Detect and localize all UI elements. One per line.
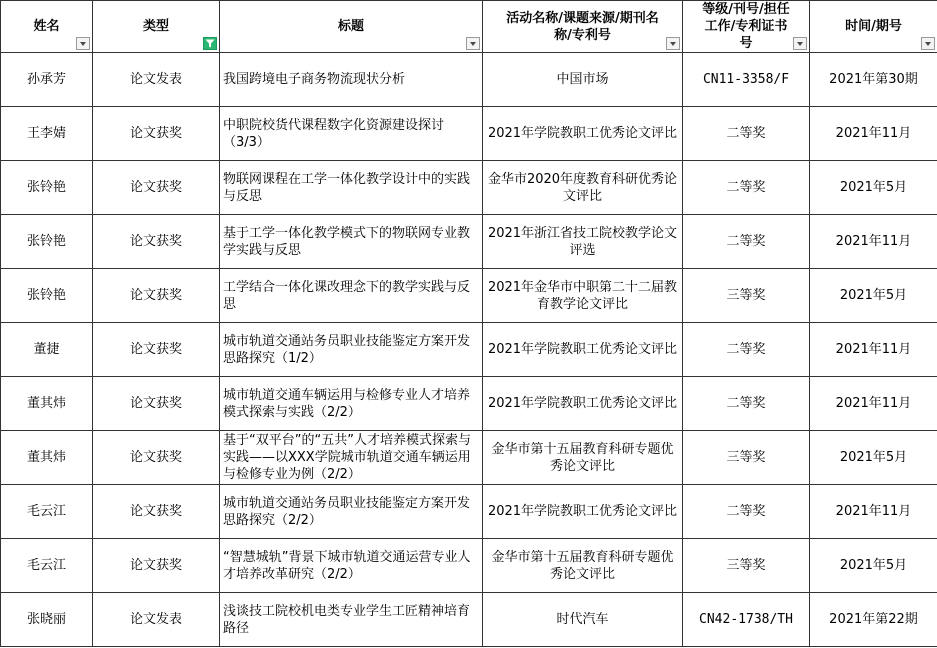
cell-name[interactable]: 张铃艳: [1, 161, 93, 215]
cell-type[interactable]: 论文获奖: [93, 377, 220, 431]
cell-name[interactable]: 王李婧: [1, 107, 93, 161]
cell-type[interactable]: 论文获奖: [93, 539, 220, 593]
cell-type[interactable]: 论文获奖: [93, 161, 220, 215]
header-time: 时间/期号: [810, 1, 937, 53]
cell-title[interactable]: 基于工学一体化教学模式下的物联网专业教学实践与反思: [220, 215, 483, 269]
cell-name[interactable]: 毛云江: [1, 485, 93, 539]
cell-type[interactable]: 论文获奖: [93, 107, 220, 161]
cell-level[interactable]: CN11-3358/F: [683, 53, 810, 107]
cell-level[interactable]: 二等奖: [683, 323, 810, 377]
cell-source[interactable]: 金华市第十五届教育科研专题优秀论文评比: [483, 539, 683, 593]
cell-type[interactable]: 论文获奖: [93, 269, 220, 323]
filter-dropdown-level-icon[interactable]: [793, 37, 807, 50]
cell-name[interactable]: 毛云江: [1, 539, 93, 593]
filter-dropdown-title-icon[interactable]: [466, 37, 480, 50]
header-type: 类型: [93, 1, 220, 53]
header-source: 活动名称/课题来源/期刊名称/专利号: [483, 1, 683, 53]
cell-name[interactable]: 董其炜: [1, 431, 93, 485]
table-row: [1, 377, 937, 431]
cell-level[interactable]: 二等奖: [683, 215, 810, 269]
cell-level[interactable]: CN42-1738/TH: [683, 593, 810, 647]
cell-time[interactable]: 2021年5月: [810, 539, 937, 593]
cell-type[interactable]: 论文获奖: [93, 431, 220, 485]
cell-type[interactable]: 论文获奖: [93, 485, 220, 539]
cell-name[interactable]: 董捷: [1, 323, 93, 377]
cell-title[interactable]: 基于“双平台”的“五共”人才培养模式探索与实践——以XXX学院城市轨道交通车辆运用与检修专业为例（2/2）: [220, 431, 483, 485]
cell-type[interactable]: 论文获奖: [93, 215, 220, 269]
cell-level[interactable]: 三等奖: [683, 269, 810, 323]
cell-title[interactable]: “智慧城轨”背景下城市轨道交通运营专业人才培养改革研究（2/2）: [220, 539, 483, 593]
filter-dropdown-time-icon[interactable]: [921, 37, 935, 50]
filter-dropdown-name-icon[interactable]: [76, 37, 90, 50]
cell-title[interactable]: 工学结合一体化课改理念下的教学实践与反思: [220, 269, 483, 323]
cell-source[interactable]: 2021年学院教职工优秀论文评比: [483, 107, 683, 161]
cell-name[interactable]: 张铃艳: [1, 269, 93, 323]
cell-name[interactable]: 张晓丽: [1, 593, 93, 647]
cell-time[interactable]: 2021年第22期: [810, 593, 937, 647]
cell-time[interactable]: 2021年11月: [810, 485, 937, 539]
cell-title[interactable]: 浅谈技工院校机电类专业学生工匠精神培育路径: [220, 593, 483, 647]
cell-level[interactable]: 三等奖: [683, 431, 810, 485]
cell-source[interactable]: 金华市第十五届教育科研专题优秀论文评比: [483, 431, 683, 485]
cell-type[interactable]: 论文获奖: [93, 323, 220, 377]
cell-time[interactable]: 2021年5月: [810, 269, 937, 323]
table-row: [1, 431, 937, 485]
cell-title[interactable]: 物联网课程在工学一体化教学设计中的实践与反思: [220, 161, 483, 215]
table-row: [1, 161, 937, 215]
filter-active-type-icon[interactable]: [203, 37, 217, 50]
cell-time[interactable]: 2021年11月: [810, 215, 937, 269]
cell-source[interactable]: 2021年浙江省技工院校教学论文评选: [483, 215, 683, 269]
cell-source[interactable]: 2021年学院教职工优秀论文评比: [483, 485, 683, 539]
header-title: 标题: [220, 1, 483, 53]
cell-level[interactable]: 二等奖: [683, 107, 810, 161]
cell-source[interactable]: 2021年金华市中职第二十二届教育教学论文评比: [483, 269, 683, 323]
cell-title[interactable]: 城市轨道交通站务员职业技能鉴定方案开发思路探究（1/2）: [220, 323, 483, 377]
cell-level[interactable]: 二等奖: [683, 161, 810, 215]
cell-type[interactable]: 论文发表: [93, 593, 220, 647]
header-level: 等级/刊号/担任工作/专利证书号: [683, 1, 810, 53]
cell-time[interactable]: 2021年第30期: [810, 53, 937, 107]
cell-time[interactable]: 2021年5月: [810, 431, 937, 485]
cell-source[interactable]: 时代汽车: [483, 593, 683, 647]
cell-level[interactable]: 二等奖: [683, 485, 810, 539]
cell-time[interactable]: 2021年11月: [810, 377, 937, 431]
table-row: [1, 215, 937, 269]
cell-source[interactable]: 中国市场: [483, 53, 683, 107]
header-name: 姓名: [1, 1, 93, 53]
table-row: [1, 593, 937, 647]
filter-dropdown-source-icon[interactable]: [666, 37, 680, 50]
cell-name[interactable]: 张铃艳: [1, 215, 93, 269]
cell-time[interactable]: 2021年11月: [810, 107, 937, 161]
table-row: [1, 323, 937, 377]
header-row: [1, 1, 937, 53]
cell-type[interactable]: 论文发表: [93, 53, 220, 107]
cell-time[interactable]: 2021年11月: [810, 323, 937, 377]
cell-name[interactable]: 孙承芳: [1, 53, 93, 107]
cell-level[interactable]: 二等奖: [683, 377, 810, 431]
cell-source[interactable]: 金华市2020年度教育科研优秀论文评比: [483, 161, 683, 215]
table-row: [1, 53, 937, 107]
cell-title[interactable]: 我国跨境电子商务物流现状分析: [220, 53, 483, 107]
cell-name[interactable]: 董其炜: [1, 377, 93, 431]
cell-title[interactable]: 中职院校货代课程数字化资源建设探讨（3/3）: [220, 107, 483, 161]
table-row: [1, 269, 937, 323]
cell-level[interactable]: 三等奖: [683, 539, 810, 593]
cell-title[interactable]: 城市轨道交通站务员职业技能鉴定方案开发思路探究（2/2）: [220, 485, 483, 539]
cell-title[interactable]: 城市轨道交通车辆运用与检修专业人才培养模式探索与实践（2/2）: [220, 377, 483, 431]
table-row: [1, 485, 937, 539]
table-row: [1, 107, 937, 161]
cell-source[interactable]: 2021年学院教职工优秀论文评比: [483, 377, 683, 431]
cell-source[interactable]: 2021年学院教职工优秀论文评比: [483, 323, 683, 377]
cell-time[interactable]: 2021年5月: [810, 161, 937, 215]
table-row: [1, 539, 937, 593]
